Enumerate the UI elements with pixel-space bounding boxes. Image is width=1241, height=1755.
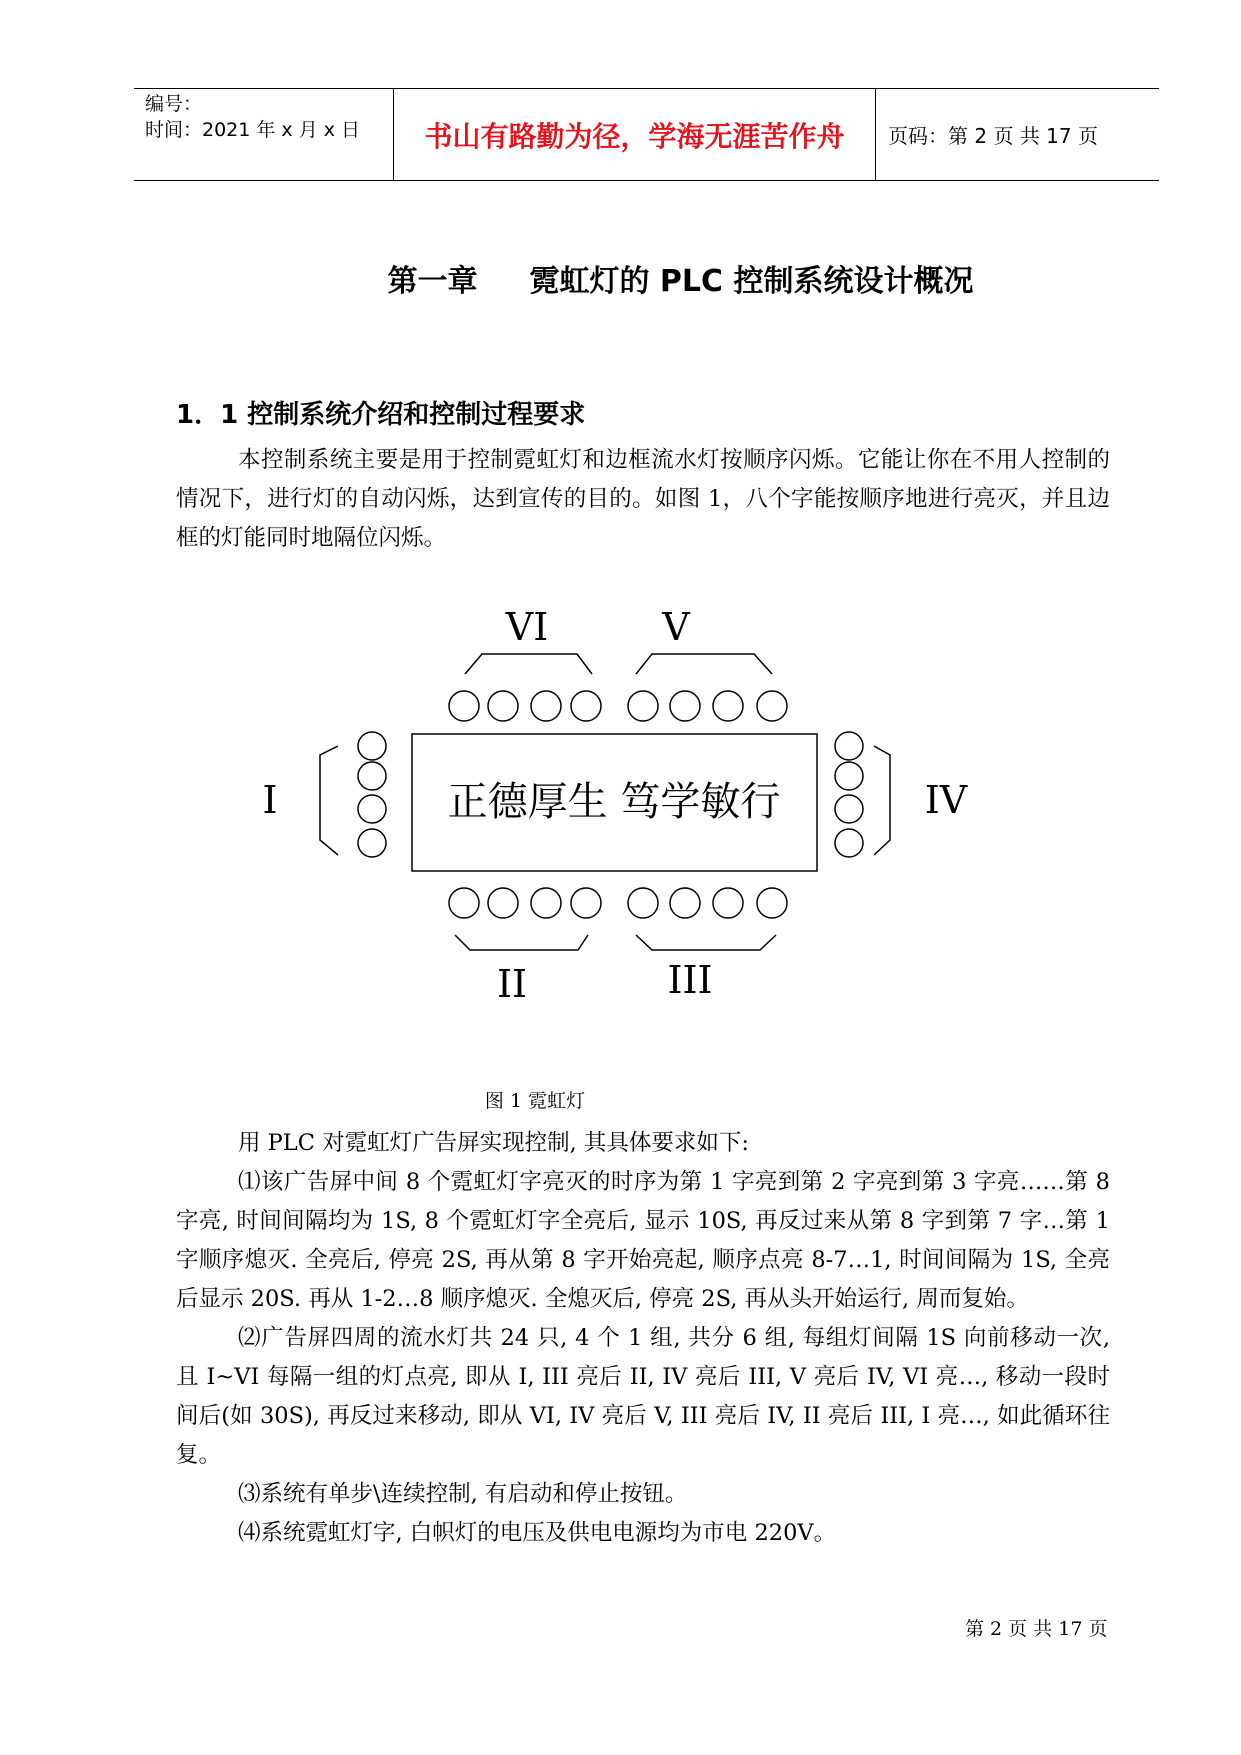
bracket-iii	[636, 935, 776, 950]
page-footer: 第 2 页 共 17 页	[965, 1618, 1108, 1640]
label-ii: II	[496, 962, 528, 1006]
bracket-i	[320, 746, 338, 855]
bracket-ii	[455, 935, 588, 950]
neon-sign-figure	[0, 600, 1241, 1020]
requirement-item-4: ⑷系统霓虹灯字, 白帜灯的电压及供电电源均为市电 220V。	[238, 1520, 837, 1546]
bottom-lamps	[449, 888, 787, 918]
label-i: I	[262, 778, 278, 822]
requirements	[176, 1124, 1110, 1553]
requirement-item-3: ⑶系统有单步\连续控制, 有启动和停止按钮。	[238, 1481, 688, 1507]
bracket-iv	[874, 746, 890, 855]
requirement-item-1: ⑴该广告屏中间 8 个霓虹灯字亮灭的时序为第 1 字亮到第 2 字亮到第 3 字亮……第 8 字亮, 时间间隔均为 1S, 8 个霓虹灯字全亮后, 显示 10S, 再反过来从第 8 字到第 7 字…第 1 字顺序熄灭. 全亮后, 停亮 2S, 再从第 8 字开始亮起, 顺序点亮 8-7…1, 时间间隔为 1S, 全亮后显示 20S. 再从 1-2…8 顺序熄灭. 全熄灭后, 停亮 2S, 再从头开始运行, 周而复始。	[176, 1169, 1110, 1312]
requirement-item-2: ⑵广告屏四周的流水灯共 24 只, 4 个 1 组, 共分 6 组, 每组灯间隔 1S 向前移动一次, 且 I~VI 每隔一组的灯点亮, 即从 I, III 亮后 II, IV 亮后 III, V 亮后 IV, VI 亮…, 移动一段时间后(如 30S), 再反过来移动, 即从 VI, IV 亮后 V, III 亮后 IV, II 亮后 III, I 亮…, 如此循环往复。	[176, 1325, 1110, 1468]
section-title: 1．1 控制系统介绍和控制过程要求	[176, 400, 586, 430]
header-table	[134, 88, 1159, 181]
label-iv: IV	[924, 778, 968, 822]
label-vi: VI	[505, 605, 549, 649]
chapter-number: 第一章	[387, 264, 478, 299]
header-meta	[134, 89, 394, 180]
top-lamps	[449, 691, 787, 721]
label-v: V	[662, 605, 690, 649]
number-label: 编号：	[145, 93, 203, 115]
figure-caption: 图 1 霓虹灯	[484, 1090, 586, 1112]
bracket-vi	[465, 654, 592, 674]
sign-text: 正德厚生 笃学敏行	[447, 779, 781, 825]
time-label: 时间：2021 年 x 月 x 日	[145, 119, 361, 141]
header-motto: 书山有路勤为径，学海无涯苦作舟	[394, 89, 876, 180]
label-iii: III	[667, 958, 713, 1002]
header-page-label: 页码：第 2 页 共 17 页	[888, 124, 1098, 148]
chapter-title: 霓虹灯的 PLC 控制系统设计概况	[529, 264, 974, 299]
bracket-v	[636, 654, 772, 674]
requirements-lead: 用 PLC 对霓虹灯广告屏实现控制, 其具体要求如下:	[238, 1130, 749, 1156]
right-lamps	[835, 732, 863, 857]
chapter-heading	[0, 256, 1241, 300]
left-lamps	[358, 732, 386, 857]
intro-paragraph: 本控制系统主要是用于控制霓虹灯和边框流水灯按顺序闪烁。它能让你在不用人控制的情况下，进行灯的自动闪烁，达到宣传的目的。如图 1，八个字能按顺序地进行亮灭，并且边框的灯能同时地隔位闪烁。	[176, 447, 1110, 551]
